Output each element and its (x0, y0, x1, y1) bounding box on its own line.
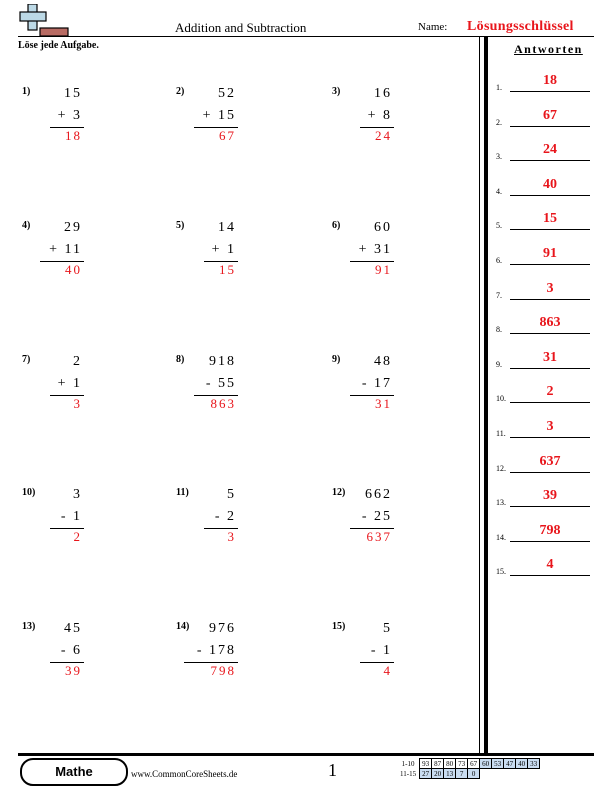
problem-top-operand: 5 (227, 487, 236, 502)
problem-top-operand: 29 (64, 220, 82, 235)
problem-result: 798 (210, 663, 236, 678)
plus-minus-logo-icon (18, 4, 70, 38)
problem-result: 3 (227, 529, 236, 544)
problem-bottom-operand: - 25 (361, 509, 392, 524)
problem-result: 31 (375, 396, 392, 411)
answer-line (496, 351, 596, 369)
answer-value: 18 (543, 73, 557, 88)
problem-top-operand: 14 (218, 220, 236, 235)
score-cell: 53 (492, 759, 504, 769)
answer-number: 6. (496, 256, 502, 265)
answer-value: 4 (546, 557, 554, 573)
score-cell: 0 (468, 769, 480, 779)
problem-number: 9) (332, 354, 341, 365)
answer-value: 24 (543, 142, 557, 158)
answer-line (496, 489, 596, 507)
problem-bottom-operand: - 17 (361, 376, 392, 391)
answer-number: 13. (496, 498, 506, 508)
score-table (398, 758, 540, 779)
problem-number: 10) (22, 487, 36, 498)
answer-line (496, 316, 596, 334)
problem-bottom-operand: + 3 (57, 108, 82, 123)
answer-underline (510, 472, 590, 473)
problem-result: 91 (375, 262, 392, 277)
problem-bottom-operand: + 1 (57, 376, 82, 391)
instructions: Löse jede Aufgabe. (18, 40, 99, 51)
problem (176, 86, 276, 156)
answer-underline (510, 368, 590, 369)
problem-number: 15) (332, 621, 346, 632)
problem-top-operand: 16 (374, 86, 392, 101)
answer-underline (510, 575, 590, 576)
answer-line (496, 109, 596, 127)
answer-underline (510, 229, 590, 230)
problem-result: 24 (375, 128, 392, 143)
problem-result: 18 (65, 128, 82, 143)
problem (332, 354, 432, 424)
score-cell: 33 (528, 759, 540, 769)
problem-top-operand: 15 (64, 86, 82, 101)
problem-number: 13) (22, 621, 36, 632)
score-cell: 47 (504, 759, 516, 769)
answer-underline (510, 264, 590, 265)
answer-line (496, 282, 596, 300)
answer-number: 14. (496, 532, 506, 542)
answer-line (496, 74, 596, 92)
answer-value: 3 (546, 419, 554, 434)
problem-bottom-operand: - 1 (60, 509, 82, 524)
problem (332, 220, 432, 290)
answer-underline (510, 333, 590, 334)
problem-result: 39 (65, 663, 82, 678)
problem (176, 220, 276, 290)
worksheet-title: Addition and Subtraction (175, 20, 307, 35)
answer-underline (510, 402, 590, 403)
answer-value: 2 (546, 384, 554, 400)
answer-underline (510, 299, 590, 300)
score-cell: 73 (456, 759, 468, 769)
problem-top-operand: 45 (64, 621, 82, 636)
problem-number: 14) (176, 621, 190, 632)
score-cell: 67 (468, 759, 480, 769)
score-cell: 27 (420, 769, 432, 779)
answer-number: 8. (496, 325, 502, 335)
answer-number: 1. (496, 83, 502, 92)
problem-number: 6) (332, 220, 341, 231)
problem-top-operand: 52 (218, 86, 236, 101)
problem-result: 67 (219, 128, 236, 143)
problem-result: 4 (383, 663, 392, 678)
answer-value: 40 (543, 176, 557, 192)
answer-number: 4. (496, 186, 502, 196)
answer-value: 3 (546, 280, 554, 296)
answers-title: Antworten (514, 42, 583, 56)
problem-number: 2) (176, 86, 185, 97)
score-cell: 40 (516, 759, 528, 769)
answer-underline (510, 437, 590, 438)
problem-bottom-operand: - 6 (60, 643, 82, 658)
answer-number: 5. (496, 221, 502, 231)
problem-number: 5) (176, 220, 185, 231)
problem-top-operand: 662 (365, 487, 392, 502)
problem-result: 637 (366, 529, 392, 544)
score-cell: 80 (444, 759, 456, 769)
answer-value: 15 (543, 211, 557, 227)
problem (176, 621, 276, 691)
answer-number: 11. (496, 429, 506, 438)
problem-bottom-operand: + 31 (358, 242, 392, 257)
score-row-label: 1-10 (401, 759, 415, 768)
problem-number: 7) (22, 354, 31, 365)
score-cell: 13 (444, 769, 456, 779)
subject-badge: Mathe (20, 758, 128, 786)
problem-bottom-operand: - 1 (370, 643, 392, 658)
problem (22, 354, 122, 424)
name-value: Lösungsschlüssel (467, 19, 574, 34)
problem-number: 4) (22, 220, 31, 231)
problem-number: 3) (332, 86, 341, 97)
problem-result: 3 (73, 396, 82, 411)
problem-number: 12) (332, 487, 346, 498)
page-number: 1 (328, 760, 337, 780)
answer-line (496, 247, 596, 265)
answer-line (496, 178, 596, 196)
score-row-label: 11-15 (400, 769, 417, 778)
answer-line (496, 143, 596, 161)
answer-value: 39 (543, 488, 557, 504)
score-cell: 7 (456, 769, 468, 779)
problem (22, 220, 122, 290)
answer-line (496, 420, 596, 438)
answer-underline (510, 195, 590, 196)
column-divider-thick (484, 37, 488, 753)
problem-top-operand: 5 (383, 621, 392, 636)
score-cell: 87 (432, 759, 444, 769)
answer-line (496, 558, 596, 576)
answer-number: 9. (496, 359, 502, 369)
problem-number: 8) (176, 354, 185, 365)
answer-line (496, 455, 596, 473)
problem-bottom-operand: + 15 (202, 108, 236, 123)
problem-bottom-operand: + 8 (367, 108, 392, 123)
problem-number: 11) (176, 487, 189, 498)
answer-value: 31 (543, 349, 557, 365)
problem (22, 487, 122, 557)
footer-rule (18, 753, 594, 756)
problem-top-operand: 2 (73, 354, 82, 369)
answer-underline (510, 126, 590, 127)
problem (332, 487, 432, 557)
answer-value: 637 (539, 453, 561, 469)
problem-bottom-operand: - 178 (196, 643, 236, 658)
problem (176, 354, 276, 424)
problem-result: 15 (219, 262, 236, 277)
score-cell: 60 (480, 759, 492, 769)
problem-top-operand: 3 (73, 487, 82, 502)
score-cell: 20 (432, 769, 444, 779)
problem-bottom-operand: - 2 (214, 509, 236, 524)
answer-value: 863 (539, 315, 561, 331)
problem-number: 1) (22, 86, 31, 97)
score-cell: 93 (420, 759, 432, 769)
answer-value: 798 (539, 522, 561, 538)
problem (22, 621, 122, 691)
problem-result: 2 (73, 529, 82, 544)
answer-line (496, 385, 596, 403)
problem-result: 863 (210, 396, 236, 411)
problem-result: 40 (65, 262, 82, 277)
answer-number: 12. (496, 463, 506, 473)
problem-top-operand: 918 (209, 354, 236, 369)
header-rule (18, 36, 594, 37)
answer-underline (510, 160, 590, 161)
answer-underline (510, 506, 590, 507)
site-url[interactable]: www.CommonCoreSheets.de (131, 769, 238, 779)
answer-number: 15. (496, 567, 506, 577)
problem-bottom-operand: + 11 (49, 242, 82, 257)
problem (176, 487, 276, 557)
problem-top-operand: 60 (374, 220, 392, 235)
answer-number: 7. (496, 290, 502, 300)
problem-bottom-operand: - 55 (205, 376, 236, 391)
problem (332, 86, 432, 156)
problem-bottom-operand: + 1 (211, 242, 236, 257)
problem (22, 86, 122, 156)
answer-number: 10. (496, 394, 506, 404)
answer-underline (510, 91, 590, 92)
answer-value: 67 (543, 107, 557, 123)
answer-line (496, 212, 596, 230)
column-divider (479, 37, 480, 753)
answer-number: 2. (496, 117, 502, 127)
name-label: Name: (418, 21, 448, 33)
problem (332, 621, 432, 691)
answer-line (496, 524, 596, 542)
answer-value: 91 (543, 246, 557, 261)
answer-underline (510, 541, 590, 542)
problem-top-operand: 976 (209, 621, 236, 636)
problem-top-operand: 48 (374, 354, 392, 369)
answer-number: 3. (496, 152, 502, 162)
